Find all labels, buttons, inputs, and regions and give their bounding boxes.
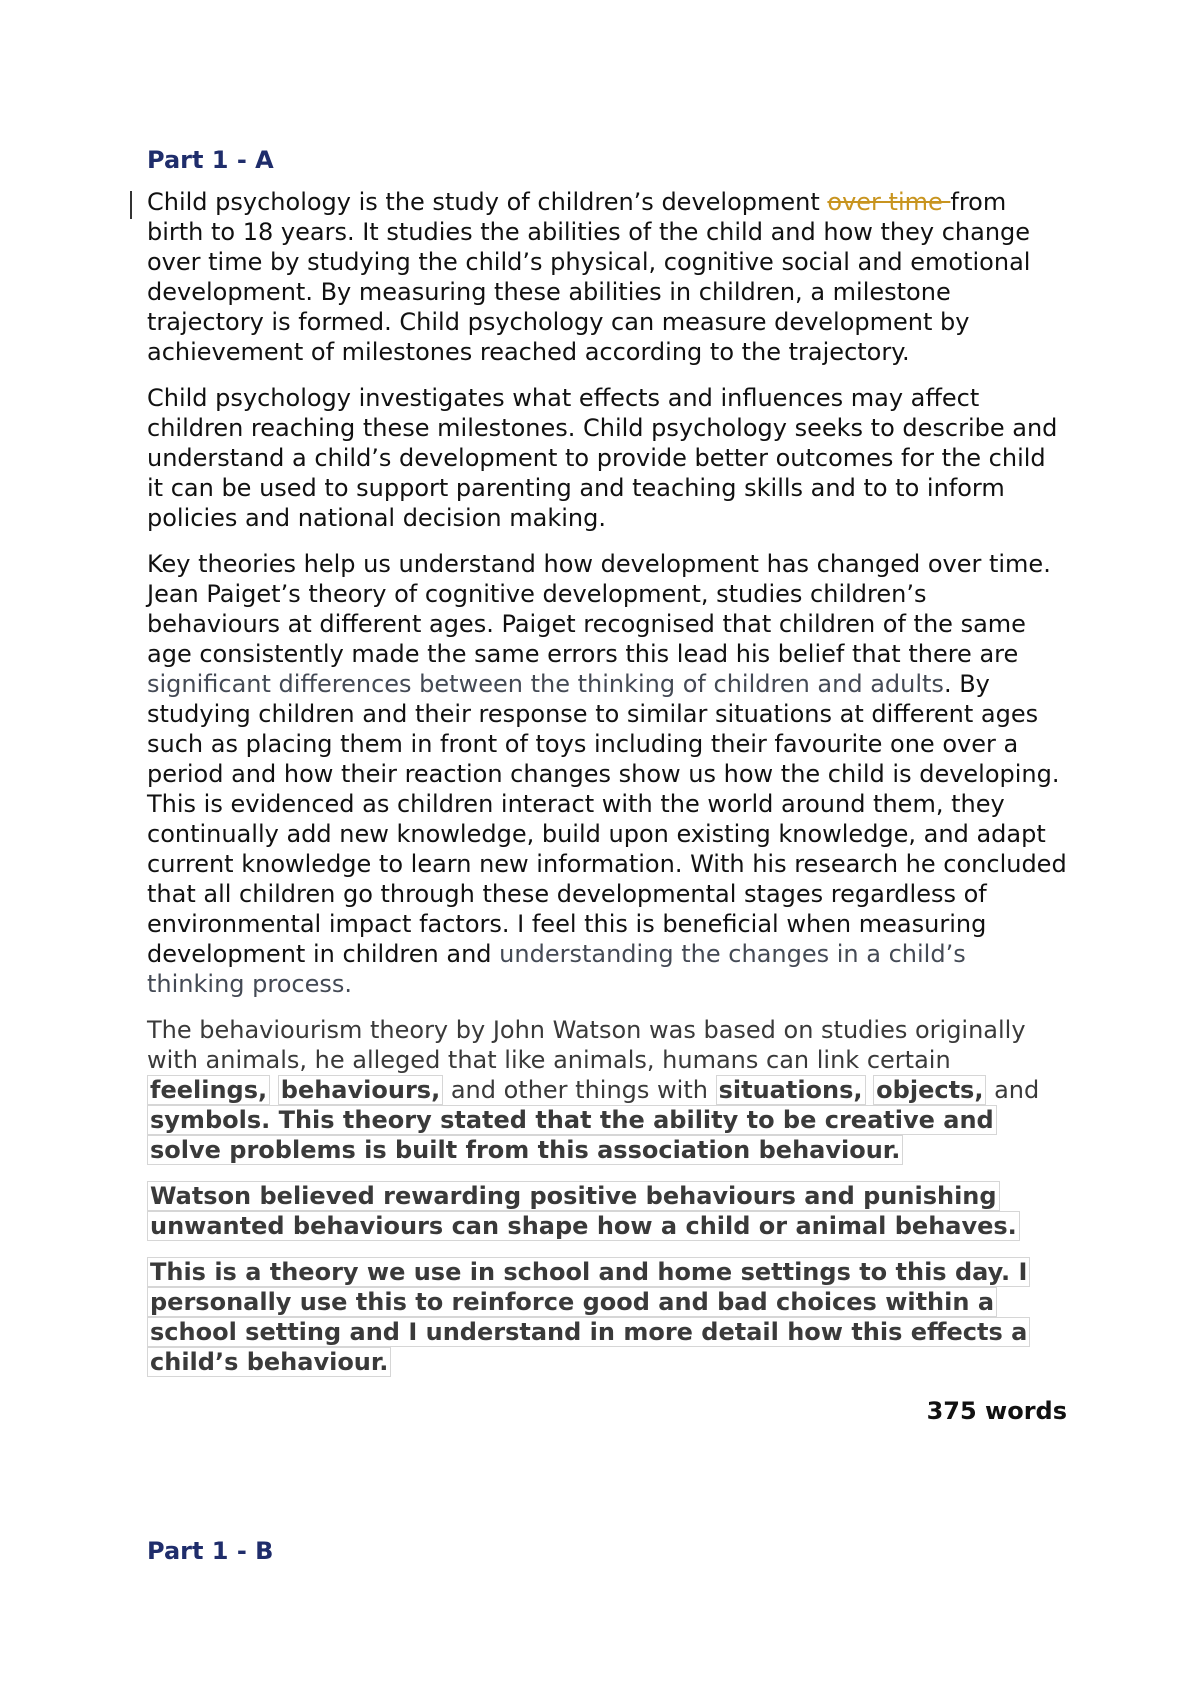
p3-text-1: Key theories help us understand how development has changed over time. Jean Paiget’s theory of cognitive development, studies children’s behaviours at different ages. Paiget recognised that children of the same age consistently made the same errors this lead his belief that there are [147, 550, 1051, 668]
p3-text-2: . By studying children and their response to similar situations at different ages such as placing them in front of toys including their favourite one over a period and how their reaction changes show us how the child is developing. [147, 670, 1060, 788]
p5-text: Watson believed rewarding positive behaviours and punishing unwanted behaviours can shape how a child or animal behaves. [147, 1181, 1020, 1241]
tracked-deletion[interactable]: over time [827, 188, 951, 216]
p4-text-2: and other things with [443, 1076, 716, 1104]
term-situations[interactable]: situations, [716, 1075, 866, 1105]
paragraph-personal-use[interactable] [147, 1257, 1067, 1377]
p3-highlight-1: significant differences between the thinking of children and adults [147, 670, 944, 698]
term-objects[interactable]: objects, [873, 1075, 986, 1105]
heading-part-1-b: Part 1 - B [147, 1537, 274, 1565]
text-cursor [130, 191, 132, 219]
paragraph-key-theories[interactable] [147, 549, 1067, 999]
document-body [147, 143, 1067, 1425]
p4-text-1: The behaviourism theory by John Watson was based on studies originally with animals, he alleged that like animals, humans can link certain [147, 1016, 1026, 1074]
term-symbols[interactable]: symbols. This theory stated that the ability to be creative and solve problems is built from this association behaviour. [147, 1105, 997, 1165]
p4-text-3: and [986, 1076, 1040, 1104]
p3-text-3: This is evidenced as children interact with the world around them, they continually add new knowledge, build upon existing knowledge, and adapt current knowledge to learn new information. [147, 790, 1046, 878]
p1-after: from birth to 18 years. It studies the abilities of the child and how they change over time by studying the child’s physical, cognitive social and emotional development. By measuring these abilities in children, a milestone trajectory is formed. Child psychology can measure development by achievement of milestones reached according to the trajectory. [147, 188, 1031, 366]
paragraph-behaviourism[interactable] [147, 1015, 1067, 1165]
p3-highlight-2: understanding the changes in a child’s thinking process. [147, 940, 966, 998]
p1-before: Child psychology is the study of children’s development [147, 188, 828, 216]
paragraph-watson[interactable] [147, 1181, 1067, 1241]
paragraph-influences[interactable]: Child psychology investigates what effects and influences may affect children reaching these milestones. Child psychology seeks to describe and understand a child’s development to provide better outcomes for the child it can be used to support parenting and teaching skills and to to inform policies and national decision making. [147, 384, 1058, 532]
paragraph-definition[interactable] [147, 187, 1067, 367]
term-behaviours[interactable]: behaviours, [278, 1075, 443, 1105]
heading-part-1-a: Part 1 - A [147, 146, 274, 174]
word-count: 375 words [926, 1397, 1067, 1425]
p3-text-4: With his research he concluded that all children go through these developmental stages regardless of environmental impact factors. I feel this is beneficial when measuring development in children and [147, 850, 1067, 968]
p6-text: This is a theory we use in school and home settings to this day. I personally use this to reinforce good and bad choices within a school setting and I understand in more detail how this effects a child’s behaviour. [147, 1257, 1030, 1377]
term-feelings[interactable]: feelings, [147, 1075, 270, 1105]
